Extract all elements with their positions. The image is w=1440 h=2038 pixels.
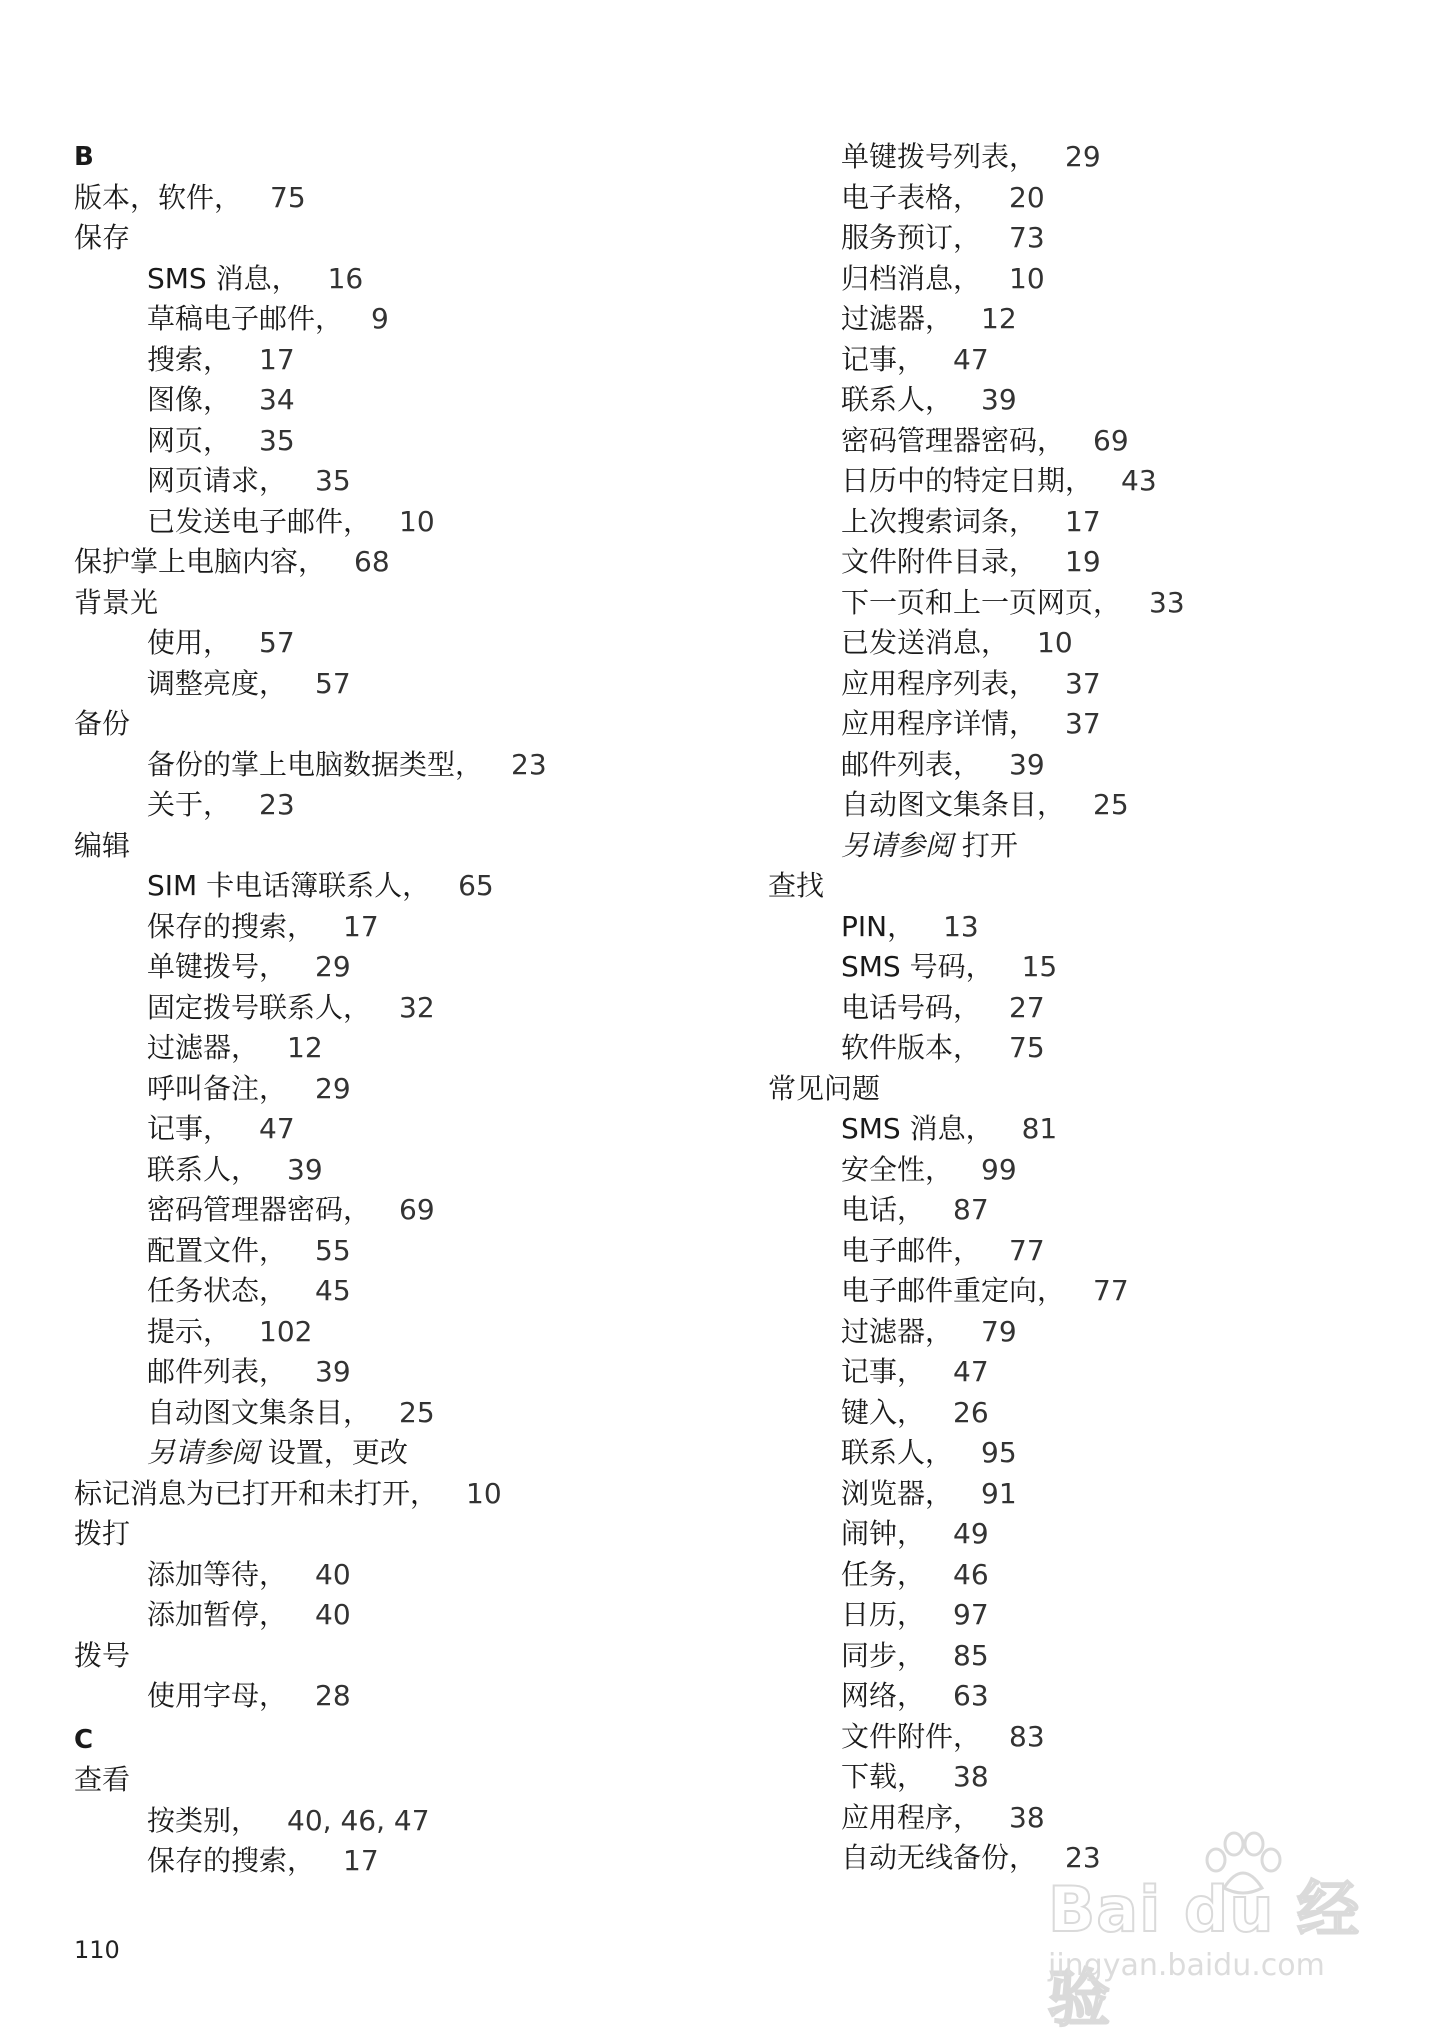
entry-pages: 10 [399, 504, 435, 538]
index-subentry [768, 380, 1408, 421]
entry-pages: 87 [953, 1193, 989, 1226]
entry-term: 安全性， [841, 1152, 954, 1186]
index-subentry [74, 1555, 714, 1596]
entry-term: SMS 号码， [841, 950, 994, 983]
index-see-also [74, 1433, 714, 1474]
entry-pages: 23 [511, 747, 547, 781]
entry-term: 网络， [841, 1679, 926, 1712]
entry-pages: 17 [1065, 504, 1101, 538]
entry-pages: 43 [1121, 464, 1157, 497]
entry-term: 电话号码， [841, 990, 982, 1024]
entry-term: 单键拨号列表， [841, 140, 1038, 173]
entry-pages: 10 [1037, 626, 1073, 659]
entry-term: SMS 消息， [147, 261, 300, 295]
index-subentry [74, 1190, 714, 1231]
index-subentry [768, 1636, 1408, 1677]
entry-term: 服务预订， [841, 221, 982, 254]
entry-pages: 28 [315, 1679, 351, 1712]
entry-pages: 85 [953, 1638, 989, 1672]
index-entry [74, 704, 714, 745]
entry-term: 日历中的特定日期， [841, 464, 1094, 497]
index-entry [74, 178, 714, 219]
entry-term: 保存的搜索， [147, 909, 316, 943]
index-subentry [74, 988, 714, 1029]
entry-pages: 97 [953, 1598, 989, 1631]
index-entry [768, 866, 1408, 907]
entry-term: 记事， [841, 1355, 926, 1388]
entry-term: 自动图文集条目， [147, 1395, 372, 1429]
index-subentry [768, 259, 1408, 300]
entry-term: 单键拨号， [147, 950, 288, 983]
entry-pages: 34 [259, 383, 295, 416]
index-subentry [74, 259, 714, 300]
entry-term: 下一页和上一页网页， [841, 585, 1122, 619]
index-letter-heading: C [74, 1724, 94, 1755]
entry-term: 已发送电子邮件， [147, 504, 372, 538]
page-number: 110 [74, 1936, 120, 1964]
entry-term: 版本，软件， [74, 180, 243, 214]
entry-pages: 29 [315, 1071, 351, 1105]
entry-pages: 39 [315, 1355, 351, 1388]
index-subentry [768, 1271, 1408, 1312]
entry-term: 已发送消息， [841, 626, 1010, 659]
index-entry [74, 1760, 714, 1801]
see-also-target: 打开 [961, 828, 1018, 862]
index-subentry [768, 1109, 1408, 1150]
index-subentry [74, 380, 714, 421]
index-subentry [74, 907, 714, 948]
index-subentry [74, 502, 714, 543]
entry-pages: 33 [1149, 585, 1185, 619]
index-subentry [74, 1676, 714, 1717]
entry-term: 电子表格， [841, 180, 982, 214]
entry-term: 键入， [841, 1395, 926, 1429]
index-subentry [74, 1841, 714, 1882]
entry-term: 应用程序详情， [841, 707, 1038, 740]
index-subentry [768, 1595, 1408, 1636]
entry-pages: 95 [981, 1436, 1017, 1469]
entry-term: 备份 [74, 707, 131, 740]
entry-term: 草稿电子邮件， [147, 302, 344, 335]
entry-term: 过滤器， [841, 302, 954, 335]
index-subentry [768, 1352, 1408, 1393]
entry-pages: 77 [1009, 1233, 1045, 1267]
index-subentry [74, 1109, 714, 1150]
index-subentry [768, 704, 1408, 745]
index-subentry [768, 947, 1408, 988]
entry-term: 使用字母， [147, 1679, 288, 1712]
entry-pages: 91 [981, 1476, 1017, 1510]
entry-pages: 17 [343, 909, 379, 943]
index-entry [74, 1474, 714, 1515]
index-subentry [74, 421, 714, 462]
entry-term: 电子邮件重定向， [841, 1274, 1066, 1307]
index-subentry [768, 218, 1408, 259]
index-entry [74, 1636, 714, 1677]
index-subentry [74, 947, 714, 988]
entry-term: 密码管理器密码， [841, 423, 1066, 457]
index-subentry [768, 1190, 1408, 1231]
entry-term: 记事， [841, 342, 926, 376]
entry-term: 下载， [841, 1760, 926, 1793]
entry-term: 保护掌上电脑内容， [74, 545, 327, 578]
entry-term: 编辑 [74, 828, 131, 862]
entry-term: SMS 消息， [841, 1112, 994, 1145]
entry-pages: 37 [1065, 666, 1101, 700]
entry-term: 文件附件目录， [841, 545, 1038, 578]
entry-pages: 27 [1009, 990, 1045, 1024]
entry-pages: 55 [315, 1233, 351, 1267]
entry-pages: 65 [458, 869, 494, 902]
index-subentry [74, 1801, 714, 1842]
entry-term: 调整亮度， [147, 666, 288, 700]
index-entry [74, 542, 714, 583]
entry-pages: 23 [1065, 1841, 1101, 1874]
index-column-left [74, 137, 714, 1882]
index-subentry [768, 1150, 1408, 1191]
index-subentry [74, 1595, 714, 1636]
entry-pages: 81 [1021, 1112, 1058, 1145]
entry-term: 过滤器， [841, 1314, 954, 1348]
see-also-target: 设置，更改 [267, 1436, 408, 1469]
index-subentry [768, 1757, 1408, 1798]
entry-term: 软件版本， [841, 1031, 982, 1064]
entry-pages: 57 [315, 666, 351, 700]
entry-pages: 26 [953, 1395, 989, 1429]
entry-pages: 29 [315, 950, 351, 983]
entry-term: 归档消息， [841, 261, 982, 295]
entry-pages: 32 [399, 990, 435, 1024]
entry-term: 联系人， [841, 1436, 954, 1469]
entry-term: 保存的搜索， [147, 1844, 316, 1877]
entry-pages: 40 [315, 1557, 351, 1591]
entry-term: 电话， [841, 1193, 926, 1226]
entry-term: 搜索， [147, 342, 232, 376]
index-subentry [768, 907, 1408, 948]
entry-pages: 73 [1009, 221, 1045, 254]
entry-term: 应用程序列表， [841, 666, 1038, 700]
entry-term: 图像， [147, 383, 232, 416]
entry-term: PIN， [841, 909, 916, 943]
entry-term: 联系人， [841, 383, 954, 416]
entry-pages: 47 [953, 1355, 989, 1388]
entry-term: 任务状态， [147, 1274, 288, 1307]
entry-pages: 12 [981, 302, 1017, 335]
entry-term: 拨打 [74, 1517, 131, 1550]
entry-term: 呼叫备注， [147, 1071, 288, 1105]
entry-pages: 77 [1093, 1274, 1129, 1307]
index-subentry [74, 1312, 714, 1353]
entry-pages: 17 [343, 1844, 379, 1877]
index-subentry [768, 623, 1408, 664]
index-subentry [768, 1514, 1408, 1555]
index-subentry [74, 1150, 714, 1191]
index-entry [768, 1069, 1408, 1110]
entry-term: 自动无线备份， [841, 1841, 1038, 1874]
entry-pages: 13 [943, 909, 979, 943]
index-entry [74, 218, 714, 259]
entry-term: 邮件列表， [147, 1355, 288, 1388]
index-subentry [74, 299, 714, 340]
index-subentry [74, 461, 714, 502]
entry-term: 配置文件， [147, 1233, 288, 1267]
index-subentry [768, 421, 1408, 462]
index-subentry [74, 785, 714, 826]
entry-pages: 83 [1009, 1719, 1045, 1753]
entry-term: 拨号 [74, 1638, 131, 1672]
index-subentry [768, 502, 1408, 543]
entry-pages: 35 [259, 423, 295, 457]
index-column-right [768, 137, 1408, 1879]
index-subentry [74, 1069, 714, 1110]
index-subentry [74, 1393, 714, 1434]
entry-pages: 68 [354, 545, 390, 578]
index-entry [74, 826, 714, 867]
entry-term: 使用， [147, 626, 232, 659]
entry-term: 过滤器， [147, 1031, 260, 1064]
entry-pages: 37 [1065, 707, 1101, 740]
entry-term: 上次搜索词条， [841, 504, 1038, 538]
entry-pages: 45 [315, 1274, 351, 1307]
entry-pages: 10 [1009, 261, 1045, 295]
index-subentry [768, 745, 1408, 786]
index-subentry [74, 1231, 714, 1272]
entry-pages: 39 [287, 1152, 323, 1186]
index-subentry [768, 1717, 1408, 1758]
baidu-jingyan-watermark [1048, 1830, 1388, 2035]
entry-pages: 57 [259, 626, 295, 659]
entry-pages: 75 [1009, 1031, 1045, 1064]
index-subentry [74, 340, 714, 381]
entry-pages: 23 [259, 788, 295, 821]
index-subentry [768, 1555, 1408, 1596]
index-letter-heading: B [74, 142, 94, 172]
entry-pages: 39 [981, 383, 1017, 416]
entry-term: 背景光 [74, 585, 159, 619]
entry-term: 闹钟， [841, 1517, 926, 1550]
entry-pages: 38 [1009, 1800, 1045, 1834]
index-subentry [768, 1676, 1408, 1717]
entry-term: 网页请求， [147, 464, 288, 497]
entry-pages: 20 [1009, 180, 1045, 214]
entry-term: 备份的掌上电脑数据类型， [147, 747, 484, 781]
entry-term: 网页， [147, 423, 232, 457]
entry-term: 查看 [74, 1763, 131, 1796]
entry-pages: 25 [1093, 788, 1129, 821]
index-subentry [768, 461, 1408, 502]
entry-pages: 9 [371, 302, 389, 335]
entry-term: 提示， [147, 1314, 232, 1348]
entry-pages: 47 [259, 1112, 295, 1145]
index-subentry [768, 340, 1408, 381]
entry-term: 添加暂停， [147, 1598, 288, 1631]
index-subentry [768, 542, 1408, 583]
entry-term: 同步， [841, 1638, 926, 1672]
entry-term: 标记消息为已打开和未打开， [74, 1476, 439, 1510]
index-subentry [74, 1352, 714, 1393]
see-also-label: 另请参阅 [147, 1436, 260, 1469]
index-subentry [768, 178, 1408, 219]
index-subentry [74, 664, 714, 705]
entry-pages: 39 [1009, 747, 1045, 781]
index-subentry [74, 866, 714, 907]
index-entry [74, 1514, 714, 1555]
entry-pages: 40, 46, 47 [287, 1803, 430, 1837]
index-subentry [768, 1028, 1408, 1069]
see-also-label: 另请参阅 [841, 828, 954, 862]
index-subentry [74, 745, 714, 786]
entry-pages: 29 [1065, 140, 1101, 173]
index-subentry [768, 1231, 1408, 1272]
entry-term: 联系人， [147, 1152, 260, 1186]
index-subentry [74, 623, 714, 664]
entry-pages: 15 [1021, 950, 1058, 983]
entry-pages: 69 [399, 1193, 435, 1226]
entry-term: 固定拨号联系人， [147, 990, 372, 1024]
entry-pages: 35 [315, 464, 351, 497]
entry-term: 添加等待， [147, 1557, 288, 1591]
index-subentry [768, 988, 1408, 1029]
entry-pages: 38 [953, 1760, 989, 1793]
watermark-brand: Bai du 经验 [1048, 1873, 1361, 2035]
entry-term: 日历， [841, 1598, 926, 1631]
index-entry [74, 583, 714, 624]
entry-term: 自动图文集条目， [841, 788, 1066, 821]
entry-pages: 46 [953, 1557, 989, 1591]
entry-pages: 99 [981, 1152, 1017, 1186]
entry-term: 电子邮件， [841, 1233, 982, 1267]
entry-term: 按类别， [147, 1803, 260, 1837]
entry-pages: 12 [287, 1031, 323, 1064]
watermark-url: jingyan.baidu.com [1048, 1948, 1325, 1983]
entry-term: 浏览器， [841, 1476, 954, 1510]
entry-pages: 19 [1065, 545, 1101, 578]
index-subentry [768, 1474, 1408, 1515]
index-subentry [768, 1433, 1408, 1474]
entry-term: 应用程序， [841, 1800, 982, 1834]
entry-pages: 63 [953, 1679, 989, 1712]
entry-pages: 47 [953, 342, 989, 376]
index-subentry [768, 1312, 1408, 1353]
entry-term: 邮件列表， [841, 747, 982, 781]
entry-pages: 40 [315, 1598, 351, 1631]
entry-term: 关于， [147, 788, 232, 821]
entry-pages: 10 [466, 1476, 502, 1510]
entry-pages: 79 [981, 1314, 1017, 1348]
index-subentry [768, 137, 1408, 178]
index-see-also [768, 826, 1408, 867]
entry-term: SIM 卡电话簿联系人， [147, 869, 431, 902]
index-subentry [74, 1271, 714, 1312]
entry-pages: 69 [1093, 423, 1129, 457]
entry-pages: 102 [259, 1314, 313, 1348]
entry-term: 密码管理器密码， [147, 1193, 372, 1226]
index-subentry [768, 1393, 1408, 1434]
index-subentry [768, 583, 1408, 624]
entry-pages: 17 [259, 342, 295, 376]
entry-term: 任务， [841, 1557, 926, 1591]
entry-term: 常见问题 [768, 1071, 881, 1105]
entry-pages: 16 [327, 261, 364, 295]
entry-term: 保存 [74, 221, 131, 254]
entry-term: 文件附件， [841, 1719, 982, 1753]
index-subentry [768, 664, 1408, 705]
entry-term: 查找 [768, 869, 825, 902]
index-subentry [768, 785, 1408, 826]
entry-term: 记事， [147, 1112, 232, 1145]
index-subentry [74, 1028, 714, 1069]
entry-pages: 49 [953, 1517, 989, 1550]
index-subentry [768, 299, 1408, 340]
entry-pages: 25 [399, 1395, 435, 1429]
entry-pages: 75 [270, 180, 306, 214]
